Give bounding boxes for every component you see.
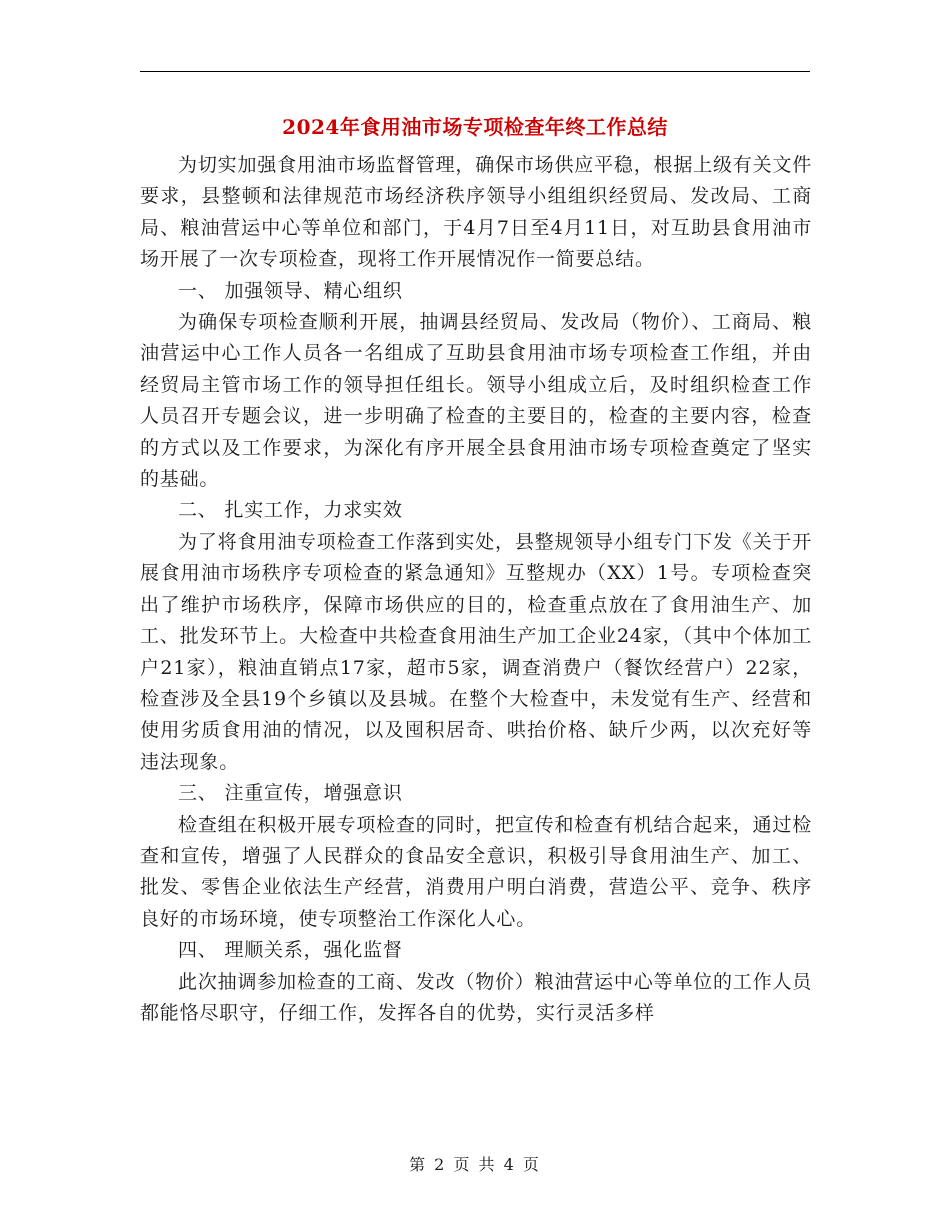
section-heading-1: 一、 加强领导、精心组织 [178,279,403,302]
document-body [140,150,812,1029]
body-paragraph-4: 此次抽调参加检查的工商、发改（物价）粮油营运中心等单位的工作人员都能恪尽职守，仔细工作，发挥各自的优势，实行灵活多样 [140,970,812,1024]
document-title: 2024年食用油市场专项检查年终工作总结 [282,115,668,139]
body-paragraph-1: 为确保专项检查顺利开展，抽调县经贸局、发改局（物价）、工商局、粮油营运中心工作人员各一名组成了互助县食用油市场专项检查工作组，并由经贸局主管市场工作的领导担任组长。领导小组成立后，及时组织检查工作人员召开专题会议，进一步明确了检查的主要目的，检查的主要内容，检查的方式以及工作要求，为深化有序开展全县食用油市场专项检查奠定了坚实的基础。 [140,311,812,491]
section-heading-3: 三、 注重宣传，增强意识 [178,782,403,805]
body-paragraph-3: 检查组在积极开展专项检查的同时，把宣传和检查有机结合起来，通过检查和宣传，增强了人民群众的食品安全意识，积极引导食用油生产、加工、批发、零售企业依法生产经营，消费用户明白消费，营造公平、竞争、秩序良好的市场环境，使专项整治工作深化人心。 [140,813,812,930]
section-heading-2: 二、 扎实工作，力求实效 [178,499,403,522]
section-heading-4: 四、 理顺关系，强化监督 [178,939,403,962]
page-number-footer: 第 2 页 共 4 页 [409,1155,541,1174]
body-paragraph-2: 为了将食用油专项检查工作落到实处，县整规领导小组专门下发《关于开展食用油市场秩序专项检查的紧急通知》互整规办（XX）1号。专项检查突出了维护市场秩序，保障市场供应的目的，检查重点放在了食用油生产、加工、批发环节上。大检查中共检查食用油生产加工企业24家，（其中个体加工户21家），粮油直销点17家，超市5家，调查消费户（餐饮经营户）22家，检查涉及全县19个乡镇以及县城。在整个大检查中，未发觉有生产、经营和使用劣质食用油的情况，以及囤积居奇、哄抬价格、缺斤少两，以次充好等违法现象。 [140,530,812,773]
body-paragraph-intro: 为切实加强食用油市场监督管理，确保市场供应平稳，根据上级有关文件要求，县整顿和法律规范市场经济秩序领导小组组织经贸局、发改局、工商局、粮油营运中心等单位和部门，于4月7日至4月11日，对互助县食用油市场开展了一次专项检查，现将工作开展情况作一简要总结。 [140,154,812,271]
header-rule [140,71,810,72]
